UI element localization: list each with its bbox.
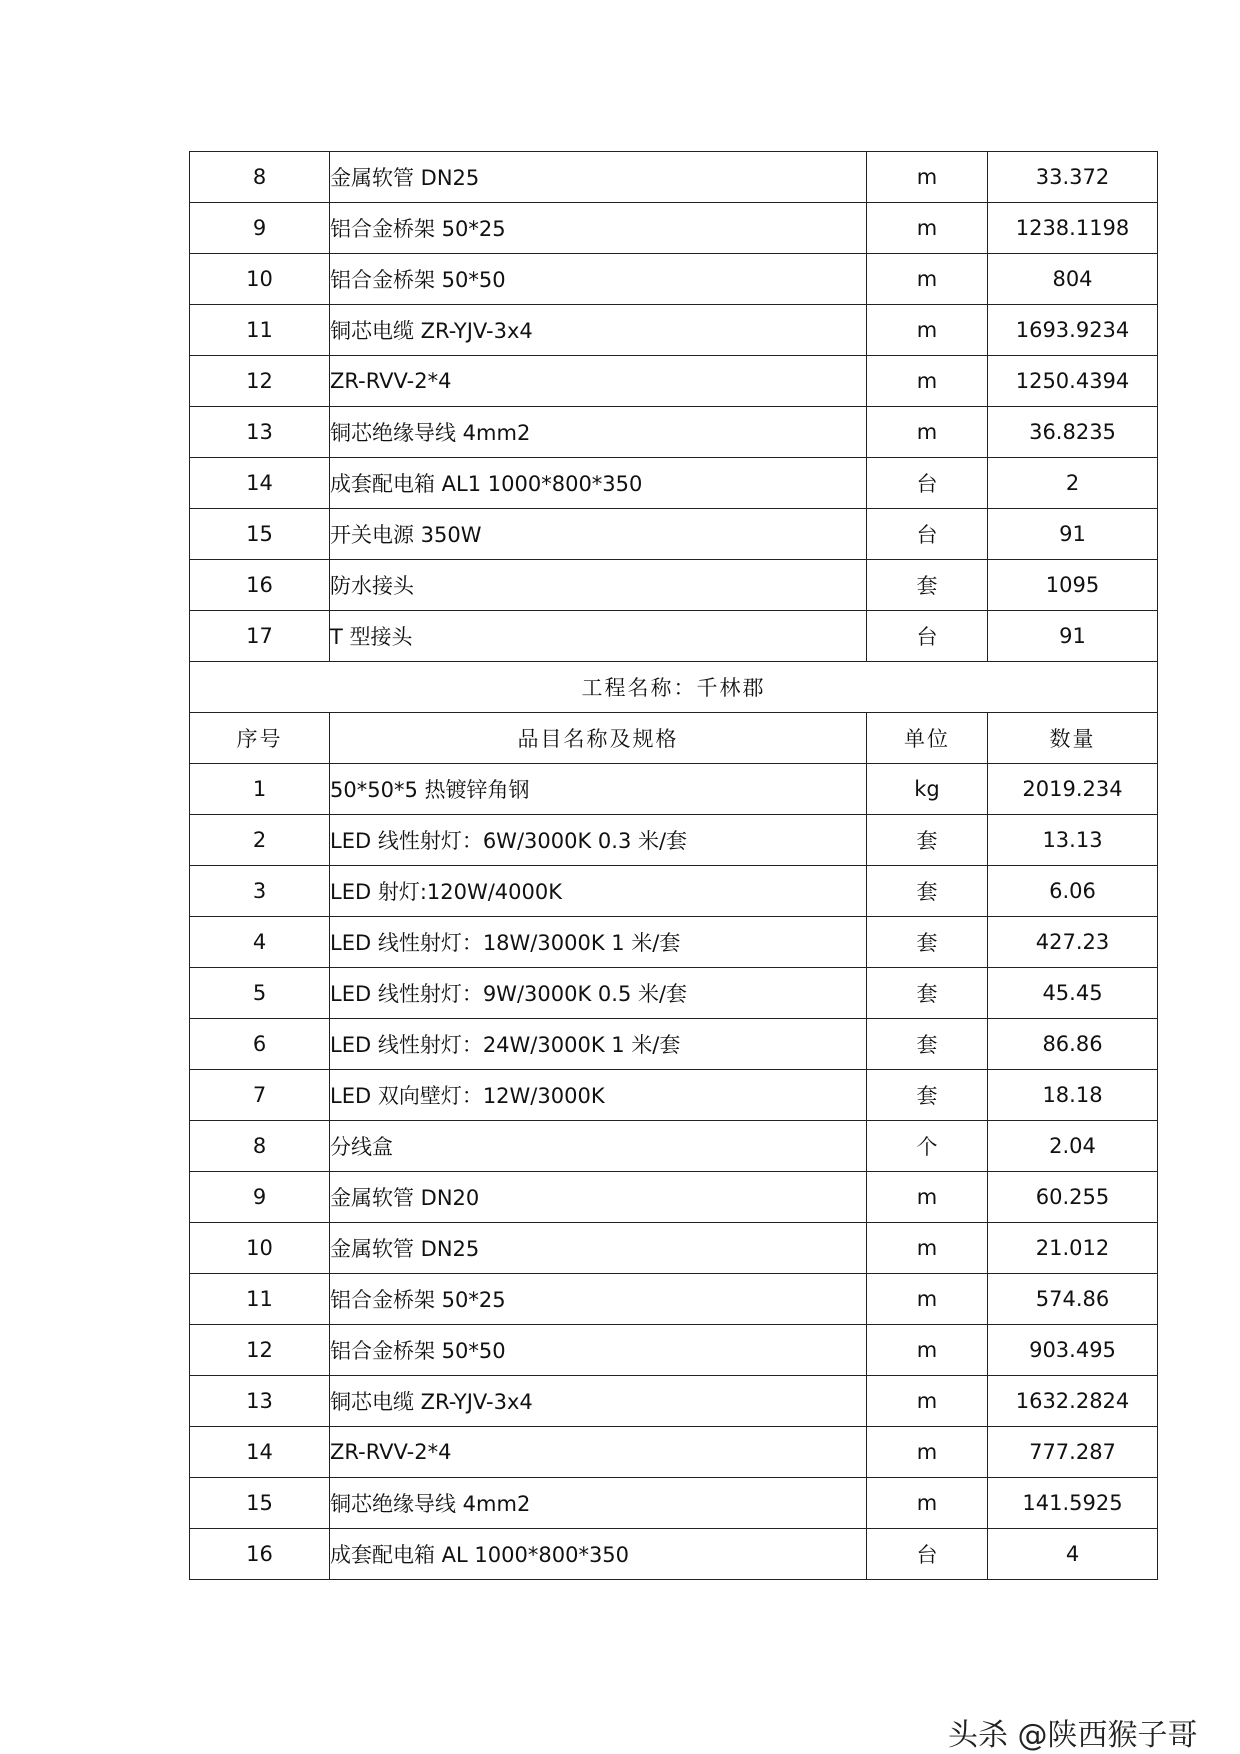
cell-name: 铜芯绝缘导线 4mm2 <box>330 407 867 458</box>
cell-qty: 427.23 <box>988 917 1158 968</box>
cell-no: 13 <box>190 407 330 458</box>
cell-unit: 套 <box>867 1070 988 1121</box>
cell-qty: 1250.4394 <box>988 356 1158 407</box>
cell-name: LED 线性射灯：18W/3000K 1 米/套 <box>330 917 867 968</box>
cell-qty: 1238.1198 <box>988 203 1158 254</box>
cell-qty: 1632.2824 <box>988 1376 1158 1427</box>
cell-no: 6 <box>190 1019 330 1070</box>
table-row <box>190 1019 1158 1070</box>
cell-no: 4 <box>190 917 330 968</box>
cell-name: 铜芯绝缘导线 4mm2 <box>330 1478 867 1529</box>
cell-qty: 574.86 <box>988 1274 1158 1325</box>
table-row <box>190 458 1158 509</box>
cell-no: 14 <box>190 458 330 509</box>
cell-name: LED 射灯:120W/4000K <box>330 866 867 917</box>
cell-no: 12 <box>190 1325 330 1376</box>
cell-unit: m <box>867 1172 988 1223</box>
table-row <box>190 1070 1158 1121</box>
watermark: 头杀 @陕西猴子哥 <box>948 1718 1198 1753</box>
cell-name: 成套配电箱 AL1 1000*800*350 <box>330 458 867 509</box>
cell-unit: kg <box>867 764 988 815</box>
cell-qty: 60.255 <box>988 1172 1158 1223</box>
cell-name: 成套配电箱 AL 1000*800*350 <box>330 1529 867 1580</box>
cell-qty: 13.13 <box>988 815 1158 866</box>
table-row <box>190 305 1158 356</box>
cell-qty: 2 <box>988 458 1158 509</box>
cell-unit: m <box>867 152 988 203</box>
cell-no: 7 <box>190 1070 330 1121</box>
cell-name: 铝合金桥架 50*50 <box>330 1325 867 1376</box>
cell-qty: 777.287 <box>988 1427 1158 1478</box>
table-row <box>190 254 1158 305</box>
cell-qty: 91 <box>988 509 1158 560</box>
cell-name: LED 线性射灯：9W/3000K 0.5 米/套 <box>330 968 867 1019</box>
cell-no: 8 <box>190 152 330 203</box>
cell-name: LED 线性射灯：6W/3000K 0.3 米/套 <box>330 815 867 866</box>
cell-unit: 个 <box>867 1121 988 1172</box>
table-row <box>190 1121 1158 1172</box>
cell-qty: 6.06 <box>988 866 1158 917</box>
cell-unit: 套 <box>867 560 988 611</box>
cell-name: LED 双向壁灯：12W/3000K <box>330 1070 867 1121</box>
table-row <box>190 1172 1158 1223</box>
cell-unit: m <box>867 203 988 254</box>
cell-unit: 台 <box>867 611 988 662</box>
cell-unit: 台 <box>867 1529 988 1580</box>
header-name: 品目名称及规格 <box>330 713 867 764</box>
cell-no: 14 <box>190 1427 330 1478</box>
cell-unit: 套 <box>867 968 988 1019</box>
cell-unit: m <box>867 1223 988 1274</box>
table-row <box>190 509 1158 560</box>
cell-no: 11 <box>190 1274 330 1325</box>
cell-no: 15 <box>190 1478 330 1529</box>
cell-no: 11 <box>190 305 330 356</box>
table-row <box>190 1325 1158 1376</box>
project-title: 工程名称：千林郡 <box>190 662 1158 713</box>
cell-name: 分线盒 <box>330 1121 867 1172</box>
cell-no: 17 <box>190 611 330 662</box>
cell-name: ZR-RVV-2*4 <box>330 356 867 407</box>
cell-unit: 套 <box>867 866 988 917</box>
cell-qty: 2019.234 <box>988 764 1158 815</box>
cell-name: 铜芯电缆 ZR-YJV-3x4 <box>330 305 867 356</box>
table-row <box>190 611 1158 662</box>
column-header-row <box>190 713 1158 764</box>
cell-unit: m <box>867 1325 988 1376</box>
materials-table <box>189 151 1158 1580</box>
header-no: 序号 <box>190 713 330 764</box>
cell-name: 开关电源 350W <box>330 509 867 560</box>
cell-no: 9 <box>190 203 330 254</box>
cell-unit: m <box>867 1427 988 1478</box>
cell-no: 2 <box>190 815 330 866</box>
cell-unit: m <box>867 1478 988 1529</box>
cell-unit: m <box>867 1274 988 1325</box>
cell-qty: 903.495 <box>988 1325 1158 1376</box>
cell-qty: 86.86 <box>988 1019 1158 1070</box>
table-section-body <box>190 764 1158 1580</box>
cell-name: 防水接头 <box>330 560 867 611</box>
table-row <box>190 407 1158 458</box>
table-row <box>190 356 1158 407</box>
cell-no: 10 <box>190 1223 330 1274</box>
table-row <box>190 1274 1158 1325</box>
header-qty: 数量 <box>988 713 1158 764</box>
cell-no: 8 <box>190 1121 330 1172</box>
cell-qty: 18.18 <box>988 1070 1158 1121</box>
cell-qty: 804 <box>988 254 1158 305</box>
cell-no: 9 <box>190 1172 330 1223</box>
cell-qty: 36.8235 <box>988 407 1158 458</box>
cell-name: 铝合金桥架 50*50 <box>330 254 867 305</box>
cell-name: T 型接头 <box>330 611 867 662</box>
header-unit: 单位 <box>867 713 988 764</box>
cell-name: LED 线性射灯：24W/3000K 1 米/套 <box>330 1019 867 1070</box>
table-row <box>190 1427 1158 1478</box>
cell-no: 16 <box>190 1529 330 1580</box>
table-row <box>190 152 1158 203</box>
cell-name: 金属软管 DN25 <box>330 1223 867 1274</box>
table-row <box>190 866 1158 917</box>
table-row <box>190 968 1158 1019</box>
cell-unit: 套 <box>867 917 988 968</box>
table-row <box>190 203 1158 254</box>
cell-qty: 91 <box>988 611 1158 662</box>
table-row <box>190 764 1158 815</box>
cell-no: 13 <box>190 1376 330 1427</box>
cell-name: 铜芯电缆 ZR-YJV-3x4 <box>330 1376 867 1427</box>
cell-no: 12 <box>190 356 330 407</box>
cell-name: 金属软管 DN25 <box>330 152 867 203</box>
cell-no: 5 <box>190 968 330 1019</box>
table-row <box>190 1478 1158 1529</box>
table-row <box>190 1376 1158 1427</box>
cell-unit: 套 <box>867 1019 988 1070</box>
cell-qty: 2.04 <box>988 1121 1158 1172</box>
cell-unit: 台 <box>867 509 988 560</box>
cell-unit: m <box>867 1376 988 1427</box>
cell-unit: 台 <box>867 458 988 509</box>
cell-unit: m <box>867 356 988 407</box>
cell-no: 15 <box>190 509 330 560</box>
cell-name: 铝合金桥架 50*25 <box>330 1274 867 1325</box>
cell-qty: 45.45 <box>988 968 1158 1019</box>
cell-no: 3 <box>190 866 330 917</box>
table-row <box>190 560 1158 611</box>
cell-qty: 21.012 <box>988 1223 1158 1274</box>
cell-qty: 33.372 <box>988 152 1158 203</box>
table-row <box>190 917 1158 968</box>
table-top-body <box>190 152 1158 662</box>
cell-no: 10 <box>190 254 330 305</box>
cell-qty: 4 <box>988 1529 1158 1580</box>
cell-name: 50*50*5 热镀锌角钢 <box>330 764 867 815</box>
cell-qty: 1693.9234 <box>988 305 1158 356</box>
cell-name: ZR-RVV-2*4 <box>330 1427 867 1478</box>
section-header-body <box>190 662 1158 764</box>
cell-unit: 套 <box>867 815 988 866</box>
cell-name: 铝合金桥架 50*25 <box>330 203 867 254</box>
cell-name: 金属软管 DN20 <box>330 1172 867 1223</box>
cell-no: 1 <box>190 764 330 815</box>
table-row <box>190 815 1158 866</box>
cell-qty: 1095 <box>988 560 1158 611</box>
cell-qty: 141.5925 <box>988 1478 1158 1529</box>
table-row <box>190 1529 1158 1580</box>
table-row <box>190 1223 1158 1274</box>
cell-no: 16 <box>190 560 330 611</box>
cell-unit: m <box>867 305 988 356</box>
project-title-row <box>190 662 1158 713</box>
cell-unit: m <box>867 254 988 305</box>
cell-unit: m <box>867 407 988 458</box>
